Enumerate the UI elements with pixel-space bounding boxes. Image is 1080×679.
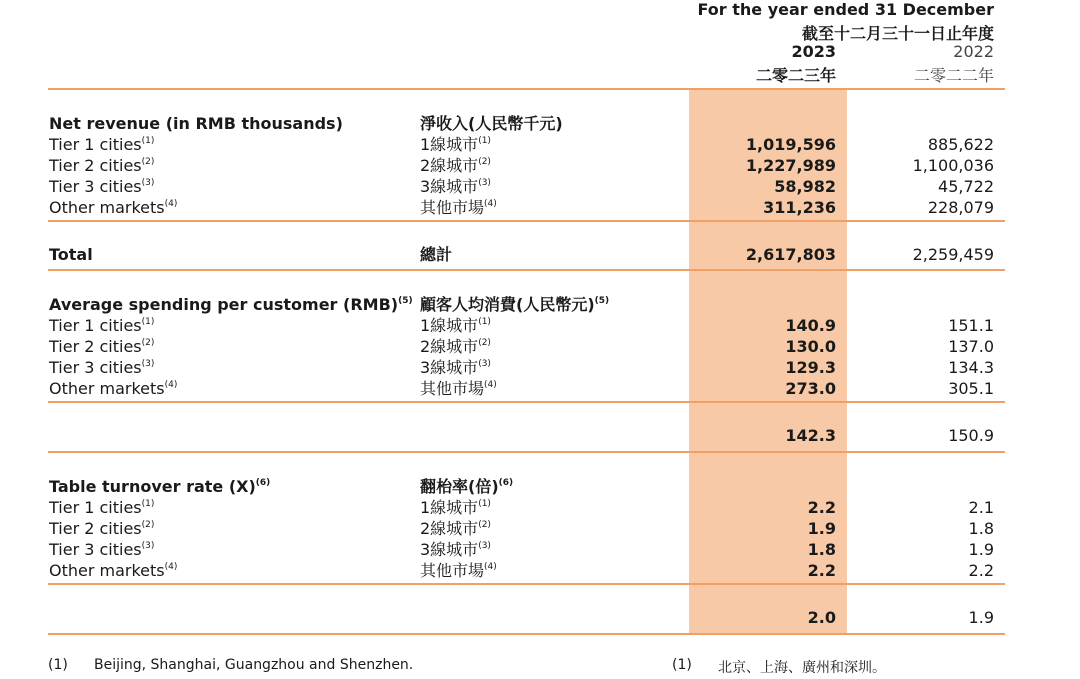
year-2022-heading-zh: 二零二二年: [913, 66, 994, 85]
value-2022: 45,722: [938, 177, 994, 196]
total-2022: 2,259,459: [912, 245, 994, 264]
section-title-en: Average spending per customer (RMB)$^{(5)}$: [49, 295, 413, 314]
table-row: Tier 2 cities$^{(2)}$ 2線城市$^{(2)}$ 130.0 137.0: [49, 337, 994, 356]
rule-bottom: [48, 633, 1005, 635]
total-row: [0, 607, 1080, 628]
rule-after-total: [48, 269, 1005, 271]
total-2022: 1.9: [968, 608, 994, 627]
section-title-zh: 翻枱率(倍)$^{(6)}$: [420, 477, 514, 496]
value-2023: 129.3: [785, 358, 836, 377]
value-2022: 228,079: [927, 198, 994, 217]
total-row: [0, 244, 1080, 265]
period-heading-zh: 截至十二月三十一日止年度: [801, 24, 994, 43]
total-2023: 2,617,803: [745, 245, 836, 264]
total-row: [0, 425, 1080, 446]
table-row: Other markets$^{(4)}$ 其他市場$^{(4)}$ 2.2 2.2: [49, 561, 994, 580]
section-title-en: Table turnover rate $(X)^{(6)}$: [49, 477, 271, 496]
footnote-text-en: Beijing, Shanghai, Guangzhou and Shenzhen.: [94, 657, 414, 673]
value-2023: 58,982: [774, 177, 836, 196]
rule-before-turnover-total: [48, 583, 1005, 585]
value-2023: 140.9: [785, 316, 836, 335]
footnote-number-en: (1): [48, 657, 68, 673]
value-2023: 1,019,596: [745, 135, 836, 154]
table-row: Tier 3 cities$^{(3)}$ 3線城市$^{(3)}$ 1.8 1.9: [49, 540, 994, 559]
value-2023: 273.0: [785, 379, 836, 398]
footnote-text-zh: 北京、上海、廣州和深圳。: [718, 660, 886, 676]
table-row: Tier 1 cities$^{(1)}$ 1線城市$^{(1)}$ 140.9 151.1: [49, 316, 994, 335]
value-2022: 151.1: [948, 316, 994, 335]
value-2022: 137.0: [948, 337, 994, 356]
rule-after-avg-spending-total: [48, 451, 1005, 453]
year-2022-heading: 2022: [953, 42, 994, 61]
year-2023-heading: 2023: [791, 42, 836, 61]
year-2023-heading-zh: 二零二三年: [755, 66, 836, 85]
rule-top: [48, 88, 1005, 90]
table-row: Tier 3 cities$^{(3)}$ 3線城市$^{(3)}$ 58,982 45,722: [49, 177, 994, 196]
section-turnover-heading: [0, 476, 1080, 497]
value-2022: 2.2: [968, 561, 994, 580]
value-2023: 1.9: [807, 519, 836, 538]
total-2022: 150.9: [948, 426, 994, 445]
section-title-en: Net revenue (in RMB thousands): [49, 114, 343, 133]
section-title-zh: 顧客人均消費(人民幣元)$^{(5)}$: [420, 295, 610, 314]
total-2023: 142.3: [785, 426, 836, 445]
table-row: Other markets$^{(4)}$ 其他市場$^{(4)}$ 311,236 228,079: [49, 198, 994, 217]
total-label-zh: 總計: [420, 245, 453, 264]
value-2023: 1,227,989: [745, 156, 836, 175]
value-2023: 2.2: [807, 561, 836, 580]
value-2023: 311,236: [763, 198, 836, 217]
value-2022: 305.1: [948, 379, 994, 398]
section-avg-spending-heading: [0, 294, 1080, 315]
value-2022: 1.8: [968, 519, 994, 538]
period-heading-en: For the year ended 31 December: [697, 0, 994, 19]
value-2022: 885,622: [927, 135, 994, 154]
footnote-number-zh: (1): [672, 657, 692, 673]
section-title-zh: 淨收入(人民幣千元): [420, 114, 563, 133]
table-row: Tier 1 cities$^{(1)}$ 1線城市$^{(1)}$ 2.2 2.1: [49, 498, 994, 517]
table-row: Tier 2 cities$^{(2)}$ 2線城市$^{(2)}$ 1,227,989 1,100,036: [49, 156, 994, 175]
table-row: Tier 1 cities$^{(1)}$ 1線城市$^{(1)}$ 1,019,596 885,622: [49, 135, 994, 154]
rule-before-avg-spending-total: [48, 401, 1005, 403]
table-row: Tier 3 cities$^{(3)}$ 3線城市$^{(3)}$ 129.3 134.3: [49, 358, 994, 377]
total-label-en: Total: [49, 245, 93, 264]
value-2023: 130.0: [785, 337, 836, 356]
value-2022: 134.3: [948, 358, 994, 377]
value-2022: 1,100,036: [912, 156, 994, 175]
section-net-revenue-heading: [0, 113, 1080, 134]
value-2023: 1.8: [807, 540, 836, 559]
value-2022: 1.9: [968, 540, 994, 559]
table-row: Tier 2 cities$^{(2)}$ 2線城市$^{(2)}$ 1.9 1.8: [49, 519, 994, 538]
value-2023: 2.2: [807, 498, 836, 517]
table-row: Other markets$^{(4)}$ 其他市場$^{(4)}$ 273.0 305.1: [49, 379, 994, 398]
total-2023: 2.0: [807, 608, 836, 627]
value-2022: 2.1: [968, 498, 994, 517]
rule-before-total: [48, 220, 1005, 222]
